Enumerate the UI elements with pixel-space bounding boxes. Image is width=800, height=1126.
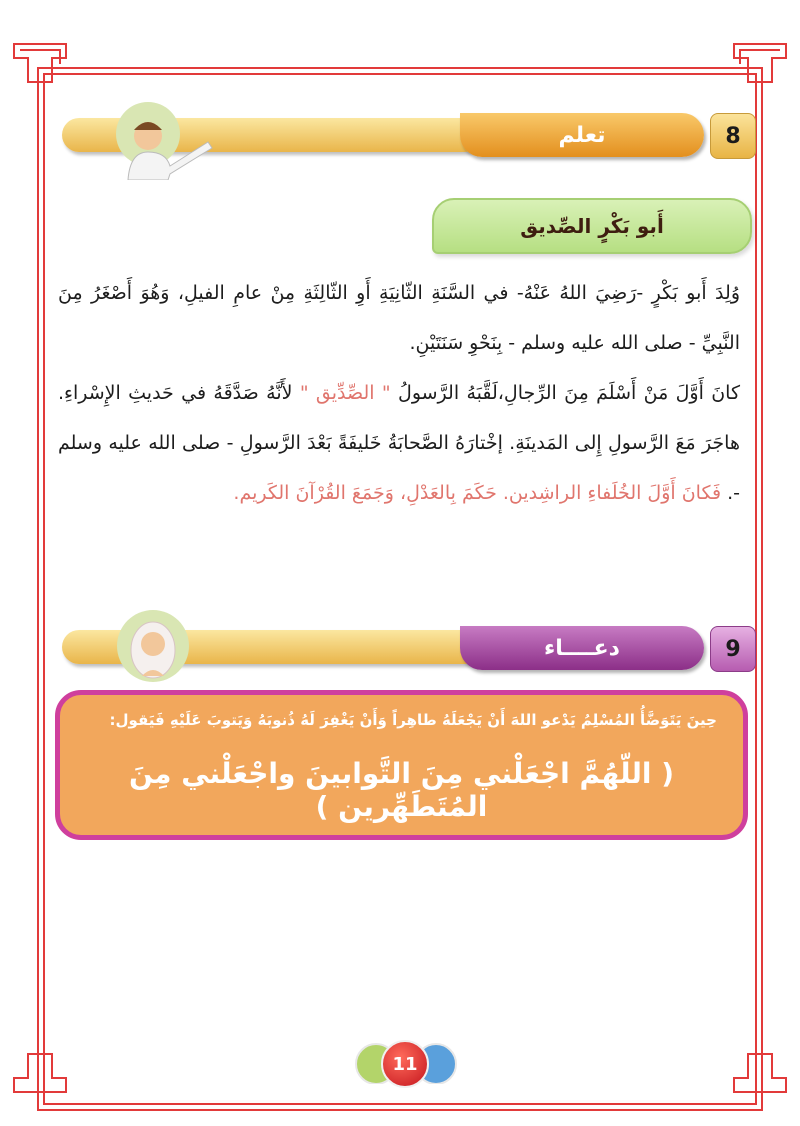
nickname-highlight: " الصِّدِّيق " bbox=[299, 382, 391, 404]
section-8-number: 8 bbox=[710, 113, 756, 159]
page-number: 11 bbox=[381, 1040, 429, 1088]
boy-pointing-avatar bbox=[108, 96, 218, 180]
lesson-paragraph-2a: كانَ أَوَّلَ مَنْ أَسْلَمَ مِنَ الرِّجالِ،لَقَّبَهُ الرَّسولُ bbox=[398, 382, 741, 404]
lesson-title: أَبو بَكْرٍ الصِّديق bbox=[432, 198, 752, 254]
dua-intro: حِينَ يَتَوَضَّأُ المُسْلِمُ يَدْعو اللهَ أَنْ يَجْعَلَهُ طاهِراً وَأَنْ يَغْفِرَ لَهُ ذُنوبَهُ وَيَتوبَ عَلَيْهِ فَيَقول: bbox=[109, 711, 717, 729]
girl-praying-avatar bbox=[110, 606, 196, 690]
section-9-title: دعــــاء bbox=[460, 626, 704, 670]
lesson-paragraph-2b: لأَنَّهُ صَدَّقَهُ في حَديثِ الإِسْراءِ. هاجَرَ مَعَ الرَّسولِ إِلى المَدينَةِ. إخْتارَهُ الصَّحابَةُ خَليفَةً بَعْدَ الرَّسولِ - صلى الله عليه وسلم -. bbox=[58, 382, 740, 504]
caliph-highlight: فَكانَ أَوَّلَ الخُلَفاءِ الراشِدين. حَكَمَ بِالعَدْلِ، وَجَمَعَ القُرْآنَ الكَريم. bbox=[233, 482, 722, 504]
dua-box bbox=[55, 690, 748, 840]
dua-prayer: ( اللّهُمَّ اجْعَلْني مِنَ التَّوابينَ واجْعَلْني مِنَ المُتَطَهِّرين ) bbox=[128, 757, 675, 823]
lesson-paragraph-2 bbox=[58, 368, 740, 518]
lesson-paragraph-1: وُلِدَ أَبو بَكْرٍ -رَضِيَ اللهُ عَنْهُ- في السَّنَةِ الثّانِيَةِ أَوِ الثّالِثَةِ مِنْ عامِ الفيلِ، وَهُوَ أَصْغَرُ مِنَ النَّبِيِّ - صلى الله عليه وسلم - بِنَحْوِ سَنَتَيْنِ. bbox=[58, 282, 740, 354]
section-8-title: تعلم bbox=[460, 113, 704, 157]
section-9-number: 9 bbox=[710, 626, 756, 672]
